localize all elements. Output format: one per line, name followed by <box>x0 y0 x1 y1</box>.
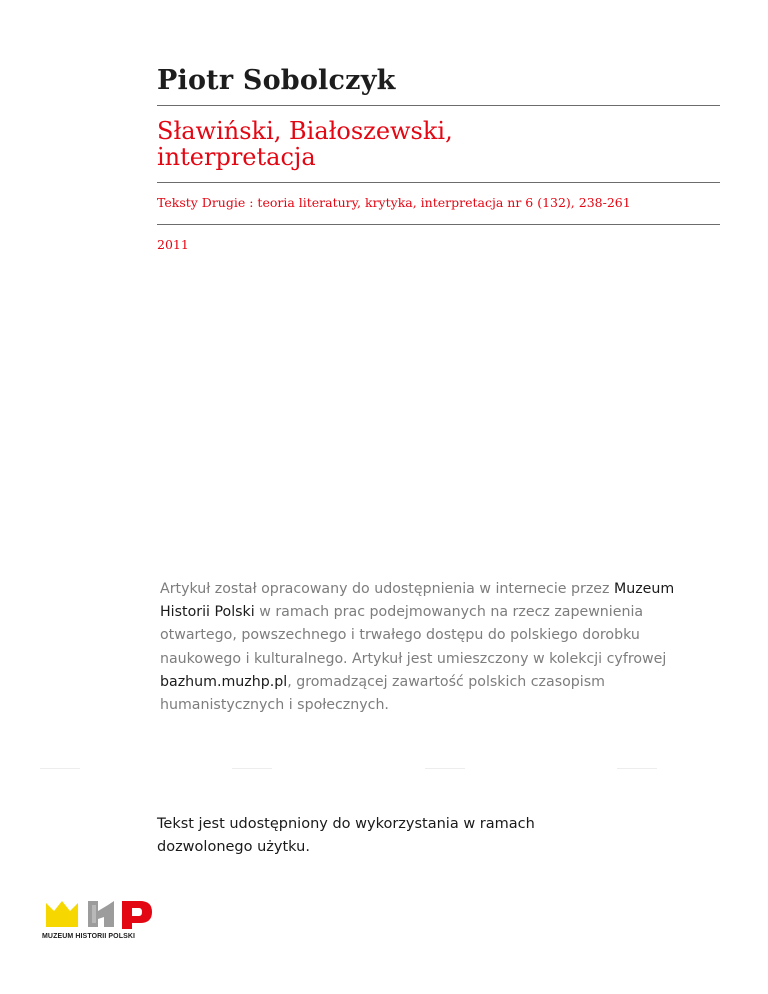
museum-name: Muzeum Historii Polski <box>160 581 675 621</box>
publication-year: 2011 <box>157 237 189 252</box>
notice-text: , gromadzącej zawartość polskich czasopism humanistycznych i społecznych. <box>160 673 605 714</box>
author-name: Piotr Sobolczyk <box>157 65 396 96</box>
logo-m-shape <box>46 901 78 927</box>
license-notice: Tekst jest udostępniony do wykorzystania w ramach dozwolonego użytku. <box>157 816 535 855</box>
faint-divider <box>40 768 80 769</box>
divider <box>157 224 720 225</box>
logo-p-shape <box>122 901 152 929</box>
article-title <box>157 118 577 170</box>
article-title-line-2: interpretacja <box>157 143 316 171</box>
mhp-logo-icon <box>42 897 167 931</box>
divider <box>157 182 720 183</box>
document-header <box>157 66 720 253</box>
journal-source: Teksty Drugie : teoria literatury, krytyka, interpretacja nr 6 (132), 238-261 <box>157 195 631 210</box>
digitization-notice <box>160 578 720 717</box>
divider <box>157 105 720 106</box>
logo-caption: MUZEUM HISTORII POLSKI <box>42 933 136 940</box>
collection-link[interactable]: bazhum.muzhp.pl <box>160 673 288 690</box>
article-title-line-1: Sławiński, Białoszewski, <box>157 117 453 145</box>
faint-divider <box>232 768 272 769</box>
notice-text: Artykuł został opracowany do udostępnienia w internecie przez <box>160 581 610 597</box>
museum-logo <box>42 897 172 943</box>
faint-divider <box>617 768 657 769</box>
faint-divider <box>425 768 465 769</box>
notice-text: w ramach prac podejmowanych na rzecz zapewnienia otwartego, powszechnego i trwałego dostępu do polskiego dorobku naukowego i kulturalnego. Artykuł jest umieszczony w kolekcji cyfrowej <box>160 604 667 667</box>
logo-h-shape <box>88 901 114 927</box>
